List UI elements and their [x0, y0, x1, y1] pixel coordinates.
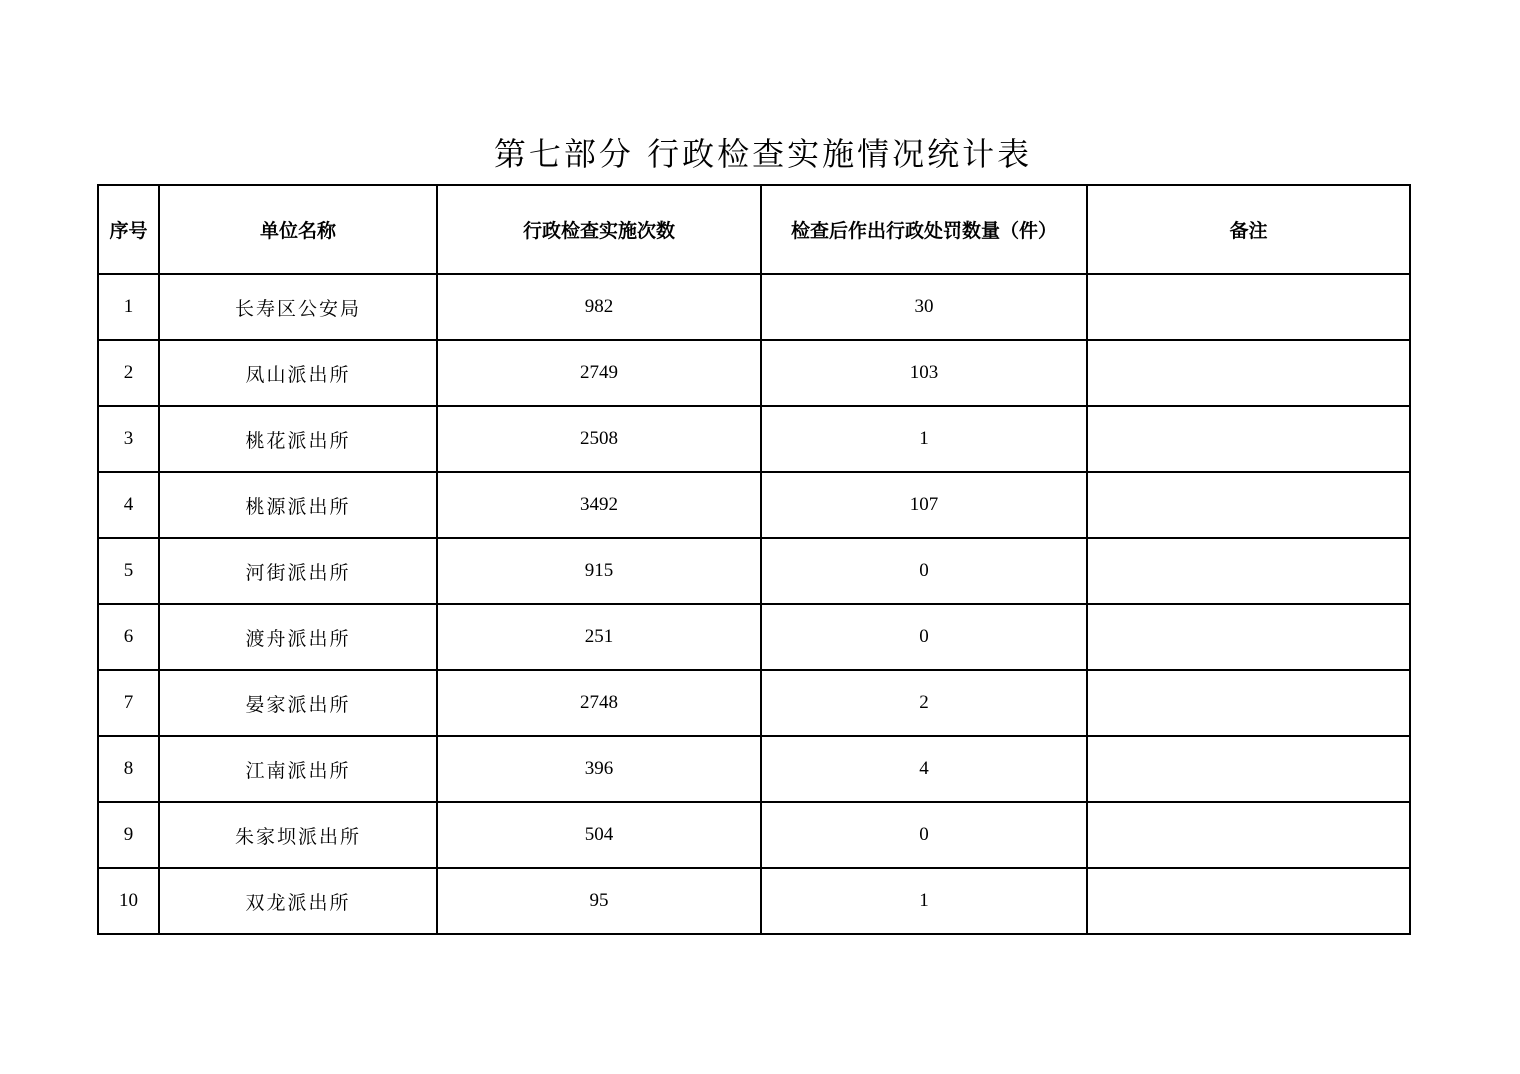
cell-unit-name: 桃源派出所 — [159, 472, 437, 538]
cell-remarks — [1087, 340, 1410, 406]
cell-inspection-count: 95 — [437, 868, 761, 934]
cell-serial-number: 6 — [98, 604, 159, 670]
cell-inspection-count: 915 — [437, 538, 761, 604]
cell-unit-name: 朱家坝派出所 — [159, 802, 437, 868]
table-row — [98, 736, 1410, 802]
table-row — [98, 472, 1410, 538]
cell-remarks — [1087, 406, 1410, 472]
table-row — [98, 406, 1410, 472]
cell-remarks — [1087, 670, 1410, 736]
cell-serial-number: 8 — [98, 736, 159, 802]
cell-remarks — [1087, 274, 1410, 340]
cell-penalty-count: 107 — [761, 472, 1087, 538]
header-unit-name: 单位名称 — [159, 185, 437, 274]
cell-serial-number: 7 — [98, 670, 159, 736]
cell-penalty-count: 4 — [761, 736, 1087, 802]
cell-serial-number: 3 — [98, 406, 159, 472]
cell-unit-name: 凤山派出所 — [159, 340, 437, 406]
cell-penalty-count: 2 — [761, 670, 1087, 736]
table-body — [98, 274, 1410, 934]
cell-unit-name: 河街派出所 — [159, 538, 437, 604]
page-title: 第七部分 行政检查实施情况统计表 — [493, 135, 1033, 173]
header-penalty-count: 检查后作出行政处罚数量（件） — [761, 185, 1087, 274]
cell-remarks — [1087, 802, 1410, 868]
cell-unit-name: 长寿区公安局 — [159, 274, 437, 340]
cell-unit-name: 双龙派出所 — [159, 868, 437, 934]
cell-remarks — [1087, 538, 1410, 604]
table-row — [98, 274, 1410, 340]
cell-penalty-count: 30 — [761, 274, 1087, 340]
table-row — [98, 340, 1410, 406]
cell-serial-number: 2 — [98, 340, 159, 406]
table-header-row — [98, 185, 1410, 274]
cell-remarks — [1087, 736, 1410, 802]
cell-penalty-count: 0 — [761, 538, 1087, 604]
cell-penalty-count: 0 — [761, 802, 1087, 868]
cell-inspection-count: 3492 — [437, 472, 761, 538]
cell-remarks — [1087, 472, 1410, 538]
cell-unit-name: 渡舟派出所 — [159, 604, 437, 670]
cell-remarks — [1087, 604, 1410, 670]
cell-unit-name: 桃花派出所 — [159, 406, 437, 472]
cell-unit-name: 晏家派出所 — [159, 670, 437, 736]
statistics-table — [97, 184, 1411, 935]
cell-inspection-count: 2508 — [437, 406, 761, 472]
header-remarks: 备注 — [1087, 185, 1410, 274]
cell-serial-number: 5 — [98, 538, 159, 604]
cell-remarks — [1087, 868, 1410, 934]
header-serial-number: 序号 — [98, 185, 159, 274]
cell-penalty-count: 1 — [761, 868, 1087, 934]
cell-inspection-count: 251 — [437, 604, 761, 670]
cell-unit-name: 江南派出所 — [159, 736, 437, 802]
cell-serial-number: 1 — [98, 274, 159, 340]
table-row — [98, 670, 1410, 736]
cell-penalty-count: 1 — [761, 406, 1087, 472]
cell-serial-number: 10 — [98, 868, 159, 934]
cell-inspection-count: 396 — [437, 736, 761, 802]
table-row — [98, 868, 1410, 934]
header-inspection-count: 行政检查实施次数 — [437, 185, 761, 274]
table-row — [98, 604, 1410, 670]
cell-inspection-count: 2748 — [437, 670, 761, 736]
cell-serial-number: 4 — [98, 472, 159, 538]
cell-penalty-count: 103 — [761, 340, 1087, 406]
table-row — [98, 538, 1410, 604]
cell-inspection-count: 982 — [437, 274, 761, 340]
cell-serial-number: 9 — [98, 802, 159, 868]
table-row — [98, 802, 1410, 868]
cell-inspection-count: 2749 — [437, 340, 761, 406]
cell-penalty-count: 0 — [761, 604, 1087, 670]
cell-inspection-count: 504 — [437, 802, 761, 868]
